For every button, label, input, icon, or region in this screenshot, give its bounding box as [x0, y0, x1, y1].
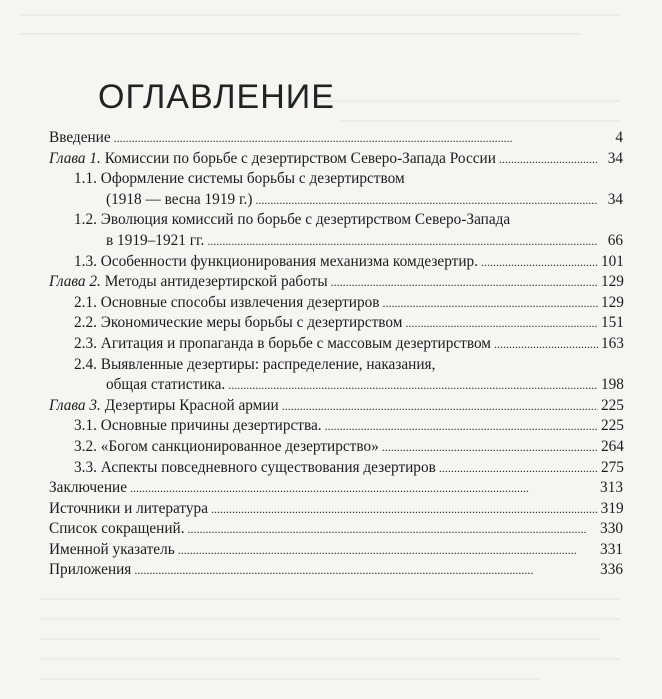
toc-page-number: 330: [600, 520, 623, 538]
toc-entry-section-1-1[interactable]: [49, 169, 623, 210]
toc-entry-text: 3.2. «Богом санкционированное дезертирство»: [74, 437, 379, 455]
toc-page-number: 336: [600, 561, 623, 579]
leader-dots: [114, 128, 598, 149]
toc-entry-text: Методы антидезертирской работы: [104, 273, 328, 291]
toc-entry-text: Заключение: [49, 479, 128, 497]
toc-entry-text-continued: (1918 — весна 1919 г.): [106, 190, 253, 208]
toc-page-number: 264: [601, 437, 624, 455]
toc-page-number: 313: [600, 479, 623, 497]
chapter-label: Глава 3.: [49, 396, 101, 414]
toc-entry-text: 2.2. Экономические меры борьбы с дезертирством: [74, 314, 403, 332]
leader-dots: [134, 560, 597, 581]
leader-dots: [499, 149, 598, 170]
toc-entry-abbreviations[interactable]: [49, 519, 623, 540]
toc-page-number: 129: [601, 293, 624, 311]
toc-entry-chapter-3[interactable]: [49, 396, 623, 417]
toc-page-number: 66: [607, 231, 623, 249]
toc-page-number: 129: [601, 273, 624, 291]
leader-dots: [130, 478, 597, 499]
toc-entry-text: Источники и литература: [49, 499, 208, 517]
toc-entry-section-2-2[interactable]: [49, 313, 623, 334]
toc-entry-name-index[interactable]: [49, 540, 623, 561]
toc-entry-text: 3.3. Аспекты повседневного существования дезертиров: [74, 458, 436, 476]
toc-entry-text: 1.2. Эволюция комиссий по борьбе с дезертирством Северо-Запада: [74, 211, 511, 229]
toc-entry-intro[interactable]: [49, 128, 623, 149]
table-of-contents: [49, 128, 623, 581]
toc-entry-text: Введение: [49, 129, 111, 146]
toc-entry-chapter-1[interactable]: [49, 149, 623, 170]
toc-page-number: 331: [600, 540, 623, 558]
toc-entry-text: Список сокращений.: [49, 520, 185, 538]
leader-dots: [325, 416, 598, 437]
toc-entry-section-1-3[interactable]: [49, 252, 623, 273]
page-title: ОГЛАВЛЕНИЕ: [98, 78, 335, 116]
toc-entry-appendices[interactable]: [49, 560, 623, 581]
toc-entry-section-3-1[interactable]: [49, 416, 623, 437]
toc-page-number: 34: [607, 149, 623, 167]
toc-entry-text: Дезертиры Красной армии: [104, 396, 279, 414]
toc-entry-section-2-1[interactable]: [49, 293, 623, 314]
chapter-label: Глава 2.: [49, 273, 101, 291]
toc-page-number: 275: [601, 458, 624, 476]
toc-page-number: 163: [601, 334, 624, 352]
leader-dots: [188, 519, 598, 540]
toc-entry-text: Приложения: [49, 561, 132, 579]
toc-entry-section-2-4[interactable]: [49, 355, 623, 396]
leader-dots: [331, 272, 598, 293]
toc-entry-text-continued: общая статистика.: [106, 376, 226, 394]
toc-entry-section-3-3[interactable]: [49, 458, 623, 479]
toc-page-number: 4: [615, 129, 623, 146]
toc-page-number: 319: [600, 499, 624, 517]
leader-dots: [282, 396, 598, 417]
leader-dots: [382, 437, 598, 458]
toc-entry-text-continued: в 1919–1921 гг.: [106, 231, 205, 249]
leader-dots: [228, 375, 598, 396]
toc-page-number: 101: [601, 252, 624, 270]
chapter-label: Глава 1.: [49, 149, 101, 167]
toc-entry-sources[interactable]: [49, 499, 623, 520]
toc-entry-text: 2.4. Выявленные дезертиры: распределение, наказания,: [74, 355, 436, 373]
toc-entry-text: Комиссии по борьбе с дезертирством Северо-Запада России: [104, 149, 496, 167]
toc-page-number: 198: [601, 376, 624, 394]
toc-page-number: 225: [601, 396, 624, 414]
toc-entry-text: 2.3. Агитация и пропаганда в борьбе с массовым дезертирством: [74, 334, 491, 352]
toc-entry-text: 1.3. Особенности функционирования механизма комдезертир.: [74, 252, 479, 270]
toc-entry-section-3-2[interactable]: [49, 437, 623, 458]
leader-dots: [494, 334, 598, 355]
leader-dots: [207, 231, 598, 252]
toc-entry-chapter-2[interactable]: [49, 272, 623, 293]
leader-dots: [439, 458, 598, 479]
toc-page-number: 151: [601, 314, 624, 332]
leader-dots: [405, 313, 598, 334]
toc-entry-text: Именной указатель: [49, 540, 175, 558]
leader-dots: [481, 252, 598, 273]
leader-dots: [383, 293, 598, 314]
toc-page-number: 225: [601, 417, 624, 435]
toc-entry-text: 2.1. Основные способы извлечения дезертиров: [74, 293, 380, 311]
toc-entry-conclusion[interactable]: [49, 478, 623, 499]
leader-dots: [255, 190, 598, 211]
toc-entry-text: 3.1. Основные причины дезертирства.: [74, 417, 322, 435]
leader-dots: [211, 499, 598, 520]
toc-entry-section-2-3[interactable]: [49, 334, 623, 355]
leader-dots: [178, 540, 597, 561]
toc-entry-text: 1.1. Оформление системы борьбы с дезертирством: [74, 170, 405, 188]
toc-page-number: 34: [607, 190, 623, 208]
toc-entry-section-1-2[interactable]: [49, 210, 623, 251]
